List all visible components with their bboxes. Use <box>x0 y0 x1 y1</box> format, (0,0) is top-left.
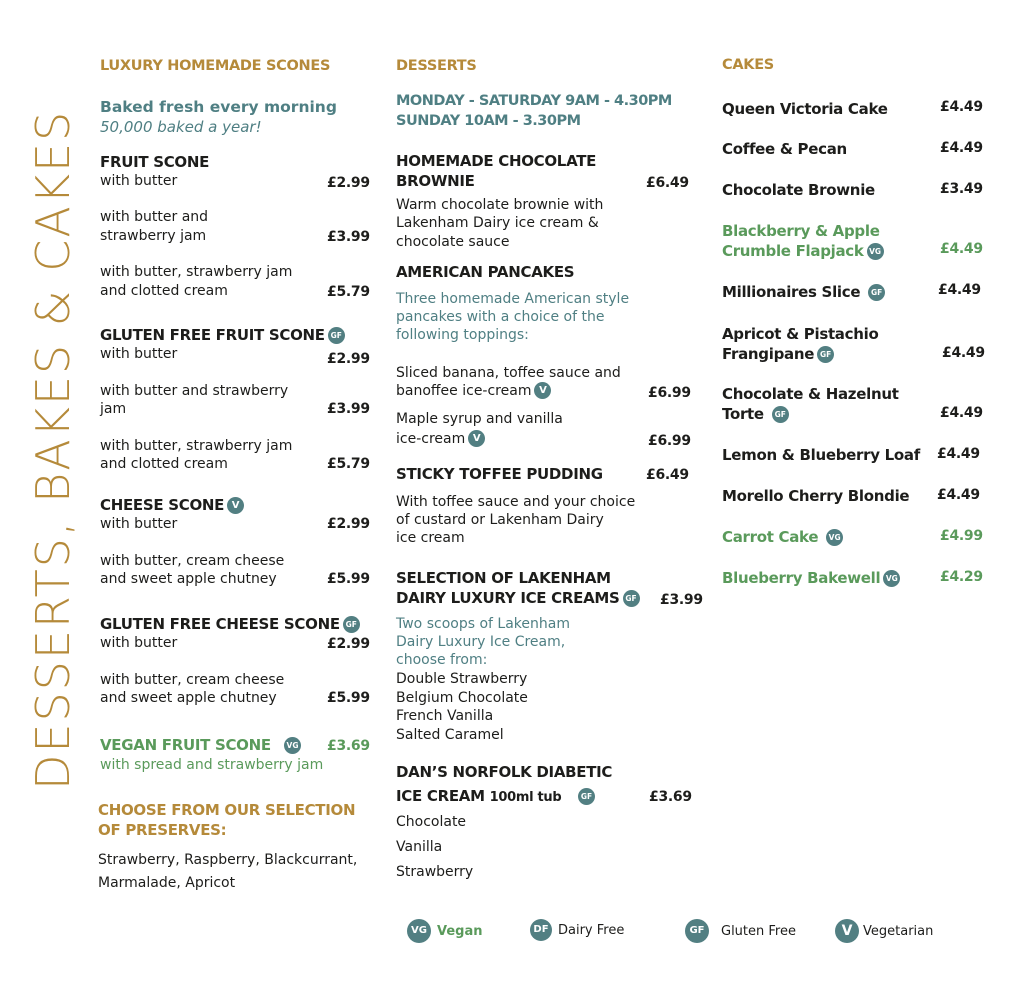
fruit-scone-option-3-line1: with butter, strawberry jam <box>100 264 293 280</box>
fruit-scone-price-3: £5.79 <box>327 284 370 300</box>
preserves-list-line1: Strawberry, Raspberry, Blackcurrant, <box>98 852 358 868</box>
fruit-scone-title: FRUIT SCONE <box>100 153 210 171</box>
pancakes-option-1-line2-text: banoffee ice-cream <box>396 383 532 399</box>
gf-fruit-scone-price-3: £5.79 <box>327 456 370 472</box>
cake-price: £3.49 <box>940 181 983 197</box>
sticky-toffee-desc-line1: With toffee sauce and your choice <box>396 494 636 510</box>
cheese-scone-option-2-line2: and sweet apple chutney <box>100 571 277 587</box>
cake-item-chocolate-hazelnut-line2-text: Torte <box>722 405 764 423</box>
diabetic-icecream-title-line1: DAN’S NORFOLK DIABETIC <box>396 763 613 781</box>
cake-item-queen-victoria: Queen Victoria Cake <box>722 100 888 118</box>
pancakes-option-1-line2 <box>396 382 551 401</box>
cheese-scone-option-2-line1: with butter, cream cheese <box>100 553 285 569</box>
diabetic-icecream-size: 100ml tub <box>489 790 562 805</box>
gluten-free-icon: GF <box>578 788 595 805</box>
dairy-free-icon: DF <box>530 919 552 941</box>
cake-item-apricot-pistachio-line2-text: Frangipane <box>722 345 815 363</box>
sticky-toffee-desc-line2: of custard or Lakenham Dairy <box>396 512 604 528</box>
gluten-free-icon: GF <box>817 346 834 363</box>
preserves-heading-line1: CHOOSE FROM OUR SELECTION <box>98 801 356 819</box>
vegan-fruit-scone-title-text: VEGAN FRUIT SCONE <box>100 736 271 754</box>
diabetic-icecream-title-line2 <box>396 787 561 807</box>
brownie-desc-line3: chocolate sauce <box>396 234 510 250</box>
pancakes-option-2-line2-text: ice-cream <box>396 431 466 447</box>
brownie-title-line2: BROWNIE <box>396 172 475 190</box>
diabetic-flavour: Vanilla <box>396 839 443 855</box>
vegetarian-icon: V <box>227 497 244 514</box>
sticky-toffee-desc-line3: ice cream <box>396 530 465 546</box>
gf-cheese-scone-option-2-line1: with butter, cream cheese <box>100 672 285 688</box>
cake-price: £4.49 <box>942 345 985 361</box>
desserts-heading: DESSERTS <box>396 58 477 74</box>
cheese-scone-price-2: £5.99 <box>327 571 370 587</box>
vegetarian-icon: V <box>534 382 551 399</box>
desserts-hours-weekday: MONDAY - SATURDAY 9AM - 4.30PM <box>396 93 672 109</box>
icecream-title-line2 <box>396 589 640 608</box>
gluten-free-icon: GF <box>623 590 640 607</box>
gf-cheese-scone-price-1: £2.99 <box>327 636 370 652</box>
icecream-intro-line1: Two scoops of Lakenham <box>396 616 570 632</box>
cake-price: £4.29 <box>940 569 983 585</box>
icecream-flavour: French Vanilla <box>396 708 494 724</box>
gf-fruit-scone-option-3-line1: with butter, strawberry jam <box>100 438 293 454</box>
gf-fruit-scone-option-3-line2: and clotted cream <box>100 456 228 472</box>
vegetarian-icon: V <box>835 919 859 943</box>
cake-item-blackberry-apple-line2-text: Crumble Flapjack <box>722 242 864 260</box>
gf-fruit-scone-title <box>100 326 345 345</box>
page-title-vertical: DESSERTS, BAKES & CAKES <box>26 109 80 790</box>
legend-label: Vegan <box>437 923 483 939</box>
cake-price: £4.49 <box>940 99 983 115</box>
diabetic-icecream-title-text: ICE CREAM <box>396 787 485 805</box>
pancakes-option-1-line1: Sliced banana, toffee sauce and <box>396 365 621 381</box>
icecream-intro-line2: Dairy Luxury Ice Cream, <box>396 634 566 650</box>
fruit-scone-price-1: £2.99 <box>327 175 370 191</box>
vegan-icon: VG <box>284 737 301 754</box>
cheese-scone-price-1: £2.99 <box>327 516 370 532</box>
brownie-desc-line2: Lakenham Dairy ice cream & <box>396 215 599 231</box>
cake-item-chocolate-hazelnut-line1: Chocolate & Hazelnut <box>722 385 899 403</box>
legend-gluten-free <box>685 919 796 943</box>
cake-price: £4.99 <box>940 528 983 544</box>
gluten-free-icon: GF <box>328 327 345 344</box>
cake-price: £4.49 <box>938 282 981 298</box>
cakes-heading: CAKES <box>722 57 774 73</box>
vegan-fruit-scone-desc: with spread and strawberry jam <box>100 757 324 773</box>
cake-item-millionaires-slice-text: Millionaires Slice <box>722 283 861 301</box>
pancakes-title: AMERICAN PANCAKES <box>396 263 575 281</box>
legend-label: Gluten Free <box>721 923 796 939</box>
vegan-icon: VG <box>407 919 431 943</box>
gf-cheese-scone-price-2: £5.99 <box>327 690 370 706</box>
fruit-scone-option-1: with butter <box>100 173 178 189</box>
scones-heading: LUXURY HOMEMADE SCONES <box>100 58 331 74</box>
gf-fruit-scone-title-text: GLUTEN FREE FRUIT SCONE <box>100 326 325 344</box>
vegan-fruit-scone-title <box>100 736 271 755</box>
icecream-flavour: Belgium Chocolate <box>396 690 528 706</box>
brownie-price: £6.49 <box>646 175 689 191</box>
pancakes-option-2-line1: Maple syrup and vanilla <box>396 411 563 427</box>
cake-item-apricot-pistachio-line1: Apricot & Pistachio <box>722 325 879 343</box>
icecream-intro-line3: choose from: <box>396 652 488 668</box>
cheese-scone-title <box>100 496 244 515</box>
cake-item-lemon-blueberry: Lemon & Blueberry Loaf <box>722 446 920 464</box>
gf-cheese-scone-title <box>100 615 360 634</box>
pancakes-option-2-price: £6.99 <box>648 433 691 449</box>
brownie-title-line1: HOMEMADE CHOCOLATE <box>396 152 597 170</box>
icecream-flavour: Salted Caramel <box>396 727 504 743</box>
pancakes-option-2-line2 <box>396 430 485 449</box>
pancakes-option-1-price: £6.99 <box>648 385 691 401</box>
cake-price: £4.49 <box>940 241 983 257</box>
fruit-scone-option-2-line2: strawberry jam <box>100 228 207 244</box>
legend-label: Vegetarian <box>863 923 934 939</box>
vegan-icon: VG <box>867 243 884 260</box>
diabetic-flavour: Chocolate <box>396 814 467 830</box>
vegan-icon: VG <box>826 529 843 546</box>
fruit-scone-option-2-line1: with butter and <box>100 209 209 225</box>
vegan-icon: VG <box>883 570 900 587</box>
vegetarian-icon: V <box>468 430 485 447</box>
preserves-heading-line2: OF PRESERVES: <box>98 821 227 839</box>
icecream-price: £3.99 <box>660 592 703 608</box>
preserves-list-line2: Marmalade, Apricot <box>98 875 236 891</box>
cheese-scone-title-text: CHEESE SCONE <box>100 496 225 514</box>
cake-price: £4.49 <box>937 487 980 503</box>
gf-cheese-scone-option-2-line2: and sweet apple chutney <box>100 690 277 706</box>
gf-fruit-scone-option-2-line2: jam <box>100 401 127 417</box>
icecream-title-line2-text: DAIRY LUXURY ICE CREAMS <box>396 589 620 607</box>
pancakes-intro-line1: Three homemade American style <box>396 291 630 307</box>
cake-price: £4.49 <box>937 446 980 462</box>
diabetic-flavour: Strawberry <box>396 864 474 880</box>
legend-dairy-free <box>530 919 624 941</box>
vegan-fruit-scone-price: £3.69 <box>327 738 370 754</box>
gluten-free-icon: GF <box>685 919 709 943</box>
pancakes-intro-line3: following toppings: <box>396 327 529 343</box>
desserts-hours-sunday: SUNDAY 10AM - 3.30PM <box>396 113 581 129</box>
fruit-scone-price-2: £3.99 <box>327 229 370 245</box>
cake-item-blackberry-apple-line1: Blackberry & Apple <box>722 222 880 240</box>
gf-cheese-scone-title-text: GLUTEN FREE CHEESE SCONE <box>100 615 340 633</box>
scones-tagline-italic: 50,000 baked a year! <box>100 118 262 136</box>
scones-tagline: Baked fresh every morning <box>100 98 337 116</box>
fruit-scone-option-3-line2: and clotted cream <box>100 283 228 299</box>
cake-item-apricot-pistachio-line2 <box>722 344 834 364</box>
gf-fruit-scone-option-2-line1: with butter and strawberry <box>100 383 289 399</box>
cake-item-carrot-cake <box>722 527 843 547</box>
icecream-flavour: Double Strawberry <box>396 671 528 687</box>
legend-vegan <box>407 919 483 943</box>
icecream-title-line1: SELECTION OF LAKENHAM <box>396 569 611 587</box>
brownie-desc-line1: Warm chocolate brownie with <box>396 197 604 213</box>
cheese-scone-option-1: with butter <box>100 516 178 532</box>
sticky-toffee-price: £6.49 <box>646 467 689 483</box>
cake-item-blackberry-apple-line2 <box>722 241 884 261</box>
cake-item-coffee-pecan: Coffee & Pecan <box>722 140 847 158</box>
cake-item-blueberry-bakewell <box>722 568 900 588</box>
cake-item-millionaires-slice <box>722 282 885 302</box>
cake-item-chocolate-brownie: Chocolate Brownie <box>722 181 875 199</box>
cake-price: £4.49 <box>940 405 983 421</box>
gf-fruit-scone-option-1: with butter <box>100 346 178 362</box>
cake-item-morello-cherry: Morello Cherry Blondie <box>722 487 910 505</box>
sticky-toffee-title: STICKY TOFFEE PUDDING <box>396 465 603 483</box>
gf-cheese-scone-option-1: with butter <box>100 635 178 651</box>
cake-item-chocolate-hazelnut-line2 <box>722 404 789 424</box>
pancakes-intro-line2: pancakes with a choice of the <box>396 309 605 325</box>
diabetic-icecream-price: £3.69 <box>649 789 692 805</box>
gf-fruit-scone-price-2: £3.99 <box>327 401 370 417</box>
legend-label: Dairy Free <box>558 922 625 938</box>
gf-fruit-scone-price-1: £2.99 <box>327 351 370 367</box>
legend-vegetarian <box>835 919 933 943</box>
gluten-free-icon: GF <box>772 406 789 423</box>
gluten-free-icon: GF <box>868 284 885 301</box>
cake-price: £4.49 <box>940 140 983 156</box>
cake-item-blueberry-bakewell-text: Blueberry Bakewell <box>722 569 881 587</box>
cake-item-carrot-cake-text: Carrot Cake <box>722 528 819 546</box>
gluten-free-icon: GF <box>343 616 360 633</box>
